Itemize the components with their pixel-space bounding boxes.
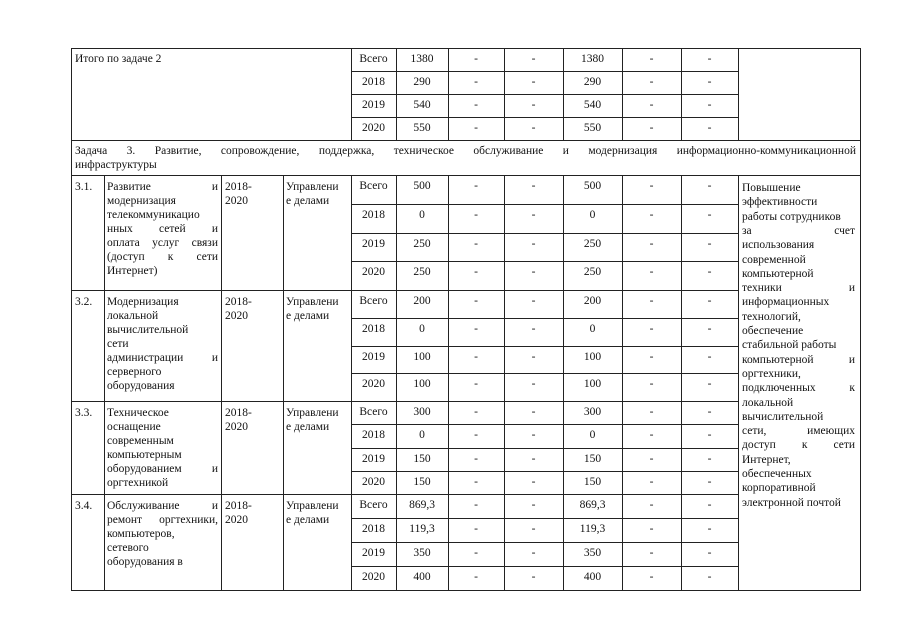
year-cell: Всего: [359, 499, 388, 511]
amount-cell: -: [707, 571, 712, 583]
column-border: [221, 401, 222, 494]
amount-cell: -: [707, 429, 712, 441]
amount-cell: -: [531, 53, 536, 65]
item-period: 2020: [225, 421, 248, 433]
year-cell: 2020: [362, 378, 385, 390]
amount-cell: -: [707, 209, 712, 221]
year-cell: Всего: [359, 295, 388, 307]
column-border: [221, 290, 222, 401]
expected-result-line: использования: [742, 239, 815, 252]
item-executor: Управлени: [286, 407, 339, 419]
item-period: 2018-: [225, 181, 252, 193]
item-period: 2018-: [225, 500, 252, 512]
item-executor: Управлени: [286, 296, 339, 308]
amount-cell: -: [531, 295, 536, 307]
item-name-line: компьютеров,: [107, 528, 175, 540]
amount-cell: 0: [589, 209, 596, 221]
item-name-line: нных сетей и: [107, 223, 218, 235]
column-border: [71, 175, 72, 590]
expected-result-line: корпоративной: [742, 482, 816, 495]
amount-cell: -: [531, 238, 536, 250]
column-border: [738, 494, 739, 590]
amount-cell: -: [707, 238, 712, 250]
item-period: 2020: [225, 514, 248, 526]
amount-cell: 100: [413, 378, 431, 390]
amount-cell: -: [531, 453, 536, 465]
amount-cell: -: [474, 238, 478, 250]
amount-cell: -: [474, 76, 478, 88]
amount-cell: -: [531, 323, 536, 335]
amount-cell: -: [474, 523, 478, 535]
expected-result-line: информационных: [742, 296, 830, 309]
amount-cell: 300: [413, 406, 431, 418]
amount-cell: -: [649, 523, 654, 535]
item-period: 2018-: [225, 407, 252, 419]
amount-cell: -: [531, 378, 536, 390]
item-name-line: телекоммуникацио: [107, 209, 200, 221]
amount-cell: -: [474, 266, 478, 278]
year-cell: 2020: [362, 266, 385, 278]
item-number: 3.4.: [75, 500, 93, 512]
expected-result-line: доступ к сети: [742, 439, 855, 452]
amount-cell: -: [649, 429, 654, 441]
item-name-line: Техническое: [107, 407, 169, 419]
column-border: [860, 175, 861, 590]
year-cell: 2019: [362, 453, 385, 465]
year-cell: 2018: [362, 323, 385, 335]
amount-cell: -: [707, 406, 712, 418]
amount-cell: -: [531, 571, 536, 583]
column-border: [71, 140, 72, 175]
amount-cell: -: [474, 323, 478, 335]
amount-cell: -: [649, 547, 654, 559]
amount-cell: 0: [419, 209, 425, 221]
item-border: [71, 590, 739, 591]
amount-cell: 540: [413, 99, 431, 111]
item-name-line: оборудованием и: [107, 463, 218, 475]
item-executor: е делами: [286, 514, 330, 526]
item-name-line: (доступ к сети: [107, 251, 218, 263]
column-border: [104, 290, 105, 401]
amount-cell: 150: [413, 453, 431, 465]
amount-cell: 0: [589, 323, 596, 335]
item-period: 2020: [225, 195, 248, 207]
amount-cell: 250: [413, 238, 431, 250]
amount-cell: 0: [589, 429, 596, 441]
amount-cell: -: [474, 99, 478, 111]
amount-cell: -: [707, 122, 712, 134]
column-border: [283, 175, 284, 290]
amount-cell: -: [531, 180, 536, 192]
amount-cell: -: [649, 180, 654, 192]
amount-cell: 500: [583, 180, 602, 192]
amount-cell: 0: [419, 429, 425, 441]
year-cell: 2018: [362, 209, 385, 221]
expected-result-line: технологий,: [742, 310, 801, 323]
amount-cell: -: [707, 351, 712, 363]
amount-cell: 250: [583, 238, 602, 250]
item-name-line: оснащение: [107, 421, 161, 433]
amount-cell: -: [474, 547, 478, 559]
amount-cell: -: [649, 476, 654, 488]
amount-cell: -: [649, 453, 654, 465]
amount-cell: 119,3: [579, 523, 606, 535]
amount-cell: 0: [419, 323, 425, 335]
expected-result-line: Интернет,: [742, 453, 791, 466]
year-cell: 2019: [362, 99, 385, 111]
amount-cell: -: [531, 406, 536, 418]
amount-cell: -: [474, 295, 478, 307]
amount-cell: 350: [413, 547, 431, 559]
amount-cell: -: [531, 209, 536, 221]
amount-cell: -: [474, 429, 478, 441]
amount-cell: -: [531, 122, 536, 134]
item-name-line: Развитие и: [107, 181, 218, 193]
expected-result-line: подключенных к: [742, 382, 855, 395]
amount-cell: -: [474, 499, 478, 511]
task-heading: инфраструктуры: [75, 159, 157, 171]
amount-cell: -: [474, 571, 478, 583]
amount-cell: -: [531, 266, 536, 278]
item-name-line: сети: [107, 338, 129, 350]
amount-cell: -: [649, 238, 654, 250]
amount-cell: -: [649, 209, 654, 221]
item-name-line: модернизация: [107, 195, 176, 207]
expected-result-line: стабильной работы: [742, 339, 837, 352]
amount-cell: 350: [583, 547, 602, 559]
column-border: [221, 494, 222, 590]
amount-cell: -: [649, 351, 654, 363]
expected-result-line: обеспеченных: [742, 468, 812, 480]
item-border: [71, 290, 739, 291]
column-border: [860, 140, 861, 175]
amount-cell: 290: [413, 76, 431, 88]
year-cell: 2018: [362, 76, 385, 88]
expected-result-line: техники и: [742, 282, 855, 295]
year-cell: Всего: [359, 53, 388, 65]
amount-cell: 250: [413, 266, 431, 278]
amount-cell: -: [649, 266, 654, 278]
item-executor: Управлени: [286, 500, 339, 512]
amount-cell: -: [707, 523, 712, 535]
column-border: [738, 401, 739, 494]
amount-cell: -: [474, 180, 478, 192]
amount-cell: 1380: [410, 53, 434, 65]
column-border: [860, 48, 861, 140]
amount-cell: -: [531, 476, 536, 488]
amount-cell: 150: [413, 476, 431, 488]
table-top-border: [71, 48, 861, 49]
item-name-line: ремонт оргтехники,: [107, 514, 218, 526]
amount-cell: -: [531, 499, 536, 511]
amount-cell: 869,3: [579, 499, 606, 511]
amount-cell: 550: [413, 122, 431, 134]
expected-result-line: оргтехники,: [742, 367, 801, 380]
amount-cell: -: [707, 547, 712, 559]
amount-cell: -: [707, 295, 712, 307]
amount-cell: -: [531, 351, 536, 363]
amount-cell: -: [649, 571, 654, 583]
amount-cell: -: [474, 406, 478, 418]
amount-cell: -: [707, 323, 712, 335]
amount-cell: -: [474, 53, 478, 65]
item-executor: Управлени: [286, 181, 339, 193]
amount-cell: -: [707, 266, 712, 278]
item-border: [71, 494, 739, 495]
item-name-line: серверного: [107, 366, 162, 378]
item-name-line: компьютерным: [107, 449, 182, 461]
expected-result-line: Повышение: [742, 182, 801, 194]
item-period: 2018-: [225, 296, 252, 308]
amount-cell: -: [474, 351, 478, 363]
amount-cell: -: [649, 53, 654, 65]
year-cell: 2020: [362, 571, 385, 583]
year-cell: Всего: [359, 406, 388, 418]
row-border: [71, 175, 861, 176]
item-name-line: Интернет): [107, 265, 158, 277]
item-name-line: локальной: [107, 310, 159, 322]
column-border: [738, 290, 739, 401]
amount-cell: -: [474, 209, 478, 221]
amount-cell: -: [649, 378, 654, 390]
amount-cell: -: [474, 122, 478, 134]
item-name-line: Обслуживание и: [107, 500, 218, 512]
amount-cell: -: [474, 453, 478, 465]
amount-cell: 540: [583, 99, 602, 111]
amount-cell: -: [649, 499, 654, 511]
amount-cell: 150: [583, 476, 602, 488]
amount-cell: 150: [583, 453, 602, 465]
expected-result-line: работы сотрудников: [742, 210, 841, 223]
column-border: [738, 48, 739, 140]
column-border: [283, 401, 284, 494]
item-name-line: вычислительной: [107, 324, 189, 336]
expected-result-line: современной: [742, 253, 806, 266]
amount-cell: -: [649, 406, 654, 418]
row-border: [71, 140, 861, 141]
item-executor: е делами: [286, 195, 330, 207]
amount-cell: 200: [583, 295, 602, 307]
item-number: 3.1.: [75, 181, 93, 193]
amount-cell: -: [531, 76, 536, 88]
expected-result-line: компьютерной и: [742, 353, 855, 366]
amount-cell: -: [531, 429, 536, 441]
item-name-line: администрации и: [107, 352, 218, 364]
expected-result-line: эффективности: [742, 196, 818, 209]
expected-result-line: сети, имеющих: [742, 425, 855, 438]
amount-cell: -: [707, 53, 712, 65]
amount-cell: 300: [583, 406, 602, 418]
year-cell: 2019: [362, 238, 385, 250]
total-label: Итого по задаче 2: [75, 53, 162, 65]
amount-cell: 250: [583, 266, 602, 278]
amount-cell: 1380: [581, 53, 604, 65]
amount-cell: -: [474, 476, 478, 488]
amount-cell: 200: [413, 295, 431, 307]
amount-cell: 400: [413, 571, 431, 583]
item-name-line: современным: [107, 435, 174, 447]
amount-cell: 100: [413, 351, 431, 363]
expected-result-line: за счет: [742, 224, 855, 237]
amount-cell: -: [531, 523, 536, 535]
amount-cell: -: [474, 378, 478, 390]
amount-cell: -: [531, 547, 536, 559]
amount-cell: 100: [583, 378, 602, 390]
amount-cell: -: [707, 453, 712, 465]
expected-result-line: электронной почтой: [742, 496, 841, 509]
amount-cell: 100: [583, 351, 602, 363]
year-cell: 2019: [362, 351, 385, 363]
item-name-line: оборудования: [107, 380, 175, 392]
table-bottom-border: [738, 590, 861, 591]
item-executor: е делами: [286, 310, 330, 322]
expected-result-line: вычислительной: [742, 410, 824, 423]
item-number: 3.3.: [75, 407, 93, 419]
expected-result-line: компьютерной: [742, 267, 814, 280]
item-number: 3.2.: [75, 296, 93, 308]
expected-result-line: локальной: [742, 396, 794, 409]
amount-cell: -: [649, 99, 654, 111]
item-name-line: оплата услуг связи: [107, 237, 218, 249]
expected-result-line: обеспечение: [742, 325, 804, 337]
amount-cell: -: [649, 295, 654, 307]
item-name-line: Модернизация: [107, 296, 179, 308]
amount-cell: -: [649, 122, 654, 134]
amount-cell: -: [707, 499, 712, 511]
column-border: [283, 290, 284, 401]
column-border: [104, 175, 105, 290]
amount-cell: 290: [583, 76, 602, 88]
year-cell: 2018: [362, 523, 385, 535]
column-border: [104, 494, 105, 590]
column-border: [104, 401, 105, 494]
item-executor: е делами: [286, 421, 330, 433]
amount-cell: -: [707, 378, 712, 390]
amount-cell: -: [707, 76, 712, 88]
amount-cell: 400: [583, 571, 602, 583]
year-cell: Всего: [359, 180, 388, 192]
amount-cell: -: [649, 323, 654, 335]
item-name-line: оргтехникой: [107, 477, 169, 489]
item-period: 2020: [225, 310, 248, 322]
amount-cell: -: [649, 76, 654, 88]
item-name-line: оборудования в: [107, 556, 183, 568]
column-border: [738, 175, 739, 290]
amount-cell: 869,3: [409, 499, 435, 511]
amount-cell: -: [531, 99, 536, 111]
amount-cell: -: [707, 476, 712, 488]
amount-cell: -: [707, 180, 712, 192]
item-name-line: сетевого: [107, 542, 149, 554]
year-cell: 2019: [362, 547, 385, 559]
column-border: [221, 175, 222, 290]
year-cell: 2020: [362, 476, 385, 488]
task-heading: Задача 3. Развитие, сопровождение, поддержка, техническое обслуживание и модернизация информационно-коммуникационной: [75, 145, 856, 157]
amount-cell: 550: [583, 122, 602, 134]
amount-cell: 500: [413, 180, 431, 192]
amount-cell: 119,3: [409, 523, 435, 535]
year-cell: 2018: [362, 429, 385, 441]
year-cell: 2020: [362, 122, 385, 134]
column-border: [71, 48, 72, 140]
item-border: [71, 401, 739, 402]
amount-cell: -: [707, 99, 712, 111]
column-border: [283, 494, 284, 590]
